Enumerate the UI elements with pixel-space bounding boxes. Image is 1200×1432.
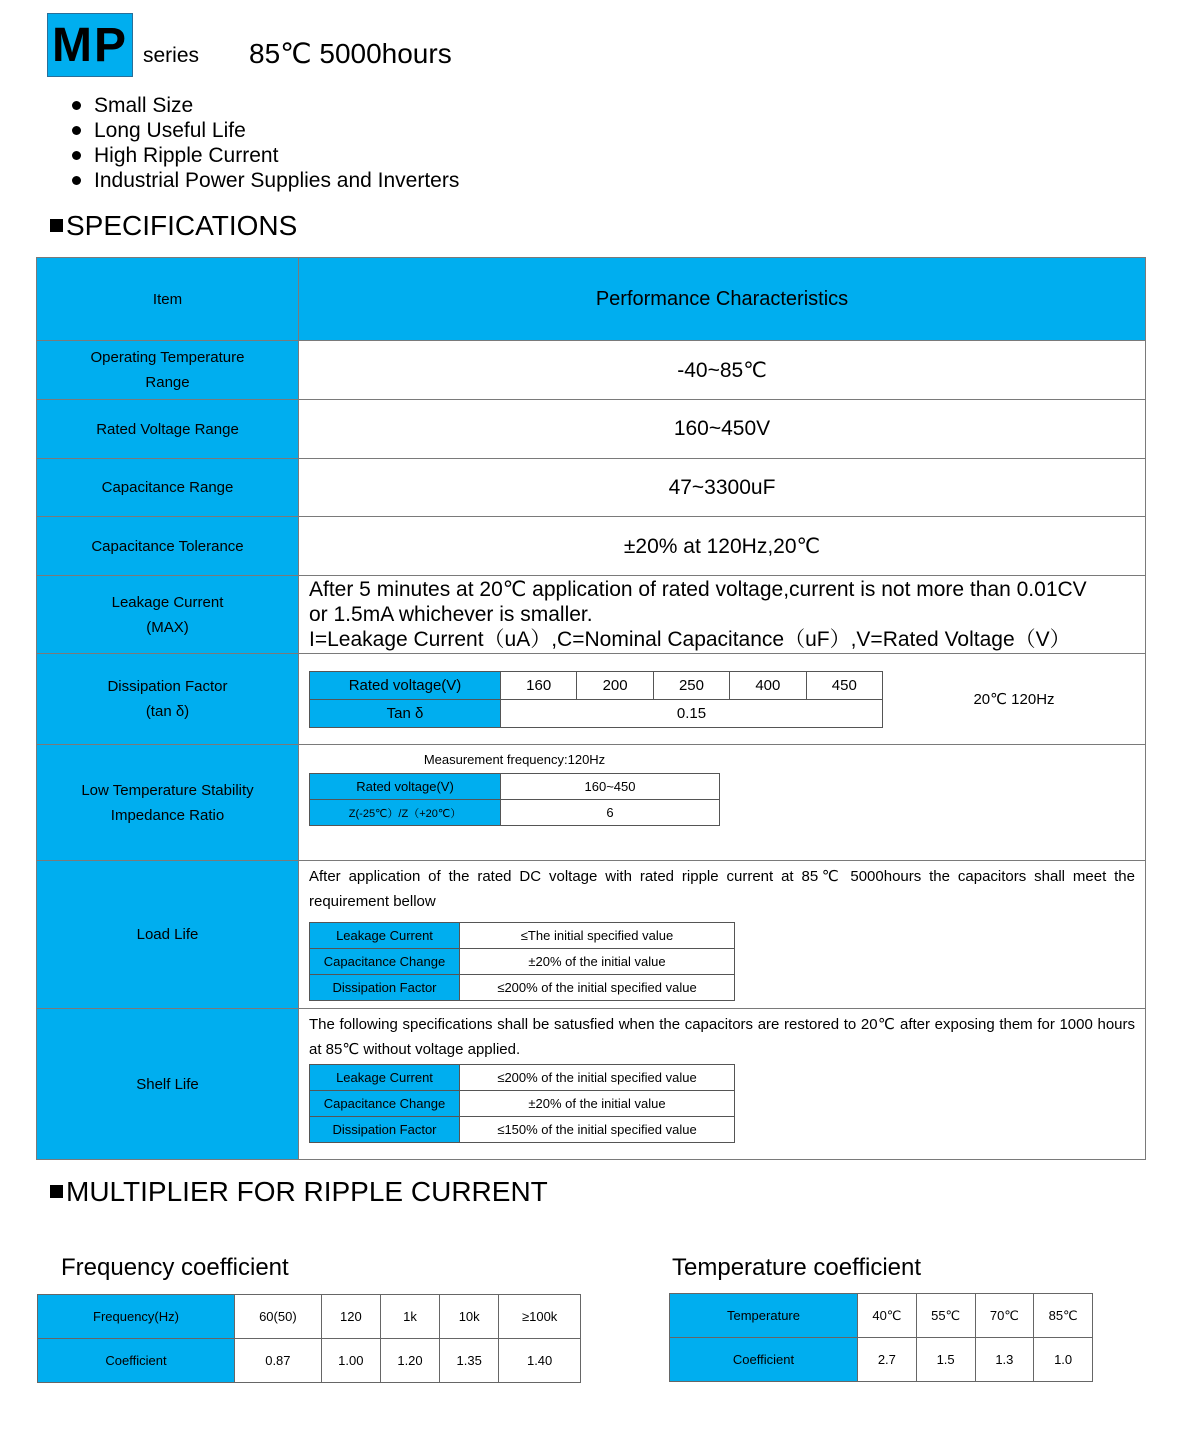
dissipation-table (309, 671, 883, 728)
table-row: Frequency(Hz) 60(50) 120 1k 10k ≥100k (38, 1295, 581, 1339)
low-temp-stability-label: Low Temperature Stability Impedance Ratio (37, 745, 299, 861)
load-life-label: Load Life (37, 861, 299, 1009)
table-row (37, 400, 1146, 459)
square-bullet-icon (50, 1185, 63, 1198)
bullet-icon (72, 176, 81, 185)
table-row: Capacitance Change ±20% of the initial value (310, 1091, 735, 1117)
table-row: Leakage Current ≤200% of the initial specified value (310, 1065, 735, 1091)
capacitance-tolerance-label: Capacitance Tolerance (37, 517, 299, 576)
shelf-life-label: Shelf Life (37, 1009, 299, 1160)
rated-voltage-value: 160~450V (299, 400, 1146, 459)
bullet-icon (72, 126, 81, 135)
shelf-life-value: The following specifications shall be satusfied when the capacitors are restored to 20℃ after exposing them for 1000 hours at 85℃ without voltage applied. Leakage Current ≤200% of the initial specified value Capacitance Change ±20% of the initial value Dissipation Factor ≤150% of the initial specified value (299, 1009, 1146, 1160)
operating-temp-label: Operating Temperature Range (37, 341, 299, 400)
load-life-value: After application of the rated DC voltage with rated ripple current at 85℃ 5000hours the capacitors shall meet the requirement bellow Leakage Current ≤The initial specified value Capacitance Change ±20% of the initial value Dissipation Factor ≤200% of the initial specified value (299, 861, 1146, 1009)
table-row: Capacitance Change ±20% of the initial value (310, 949, 735, 975)
table-row (37, 341, 1146, 400)
table-row (37, 258, 1146, 341)
series-title: 85℃ 5000hours (249, 38, 452, 69)
table-row (37, 576, 1146, 654)
capacitance-range-value: 47~3300uF (299, 459, 1146, 517)
item-header: Item (37, 258, 299, 341)
table-row: Rated voltage(V) 160 200 250 400 450 (310, 671, 883, 699)
capacitance-range-label: Capacitance Range (37, 459, 299, 517)
low-temp-stability-value: Measurement frequency:120Hz Rated voltage(V) 160~450 Z(-25℃）/Z（+20℃） 6 (299, 745, 1146, 861)
table-row (37, 745, 1146, 861)
shelf-life-table (309, 1064, 735, 1143)
table-row (37, 861, 1146, 1009)
table-row: Rated voltage(V) 160~450 (310, 774, 720, 800)
operating-temp-value: -40~85℃ (299, 341, 1146, 400)
temperature-table (669, 1293, 1093, 1382)
performance-header: Performance Characteristics (299, 258, 1146, 341)
feature-list (70, 93, 459, 193)
table-row: Tan δ 0.15 (310, 699, 883, 727)
bullet-icon (72, 151, 81, 160)
rated-voltage-label: Rated Voltage Range (37, 400, 299, 459)
feature-item: Long Useful Life (70, 118, 459, 143)
square-bullet-icon (50, 219, 63, 232)
table-row: Z(-25℃）/Z（+20℃） 6 (310, 800, 720, 826)
temperature-coefficient-title: Temperature coefficient (672, 1254, 922, 1281)
table-row: Coefficient 0.87 1.00 1.20 1.35 1.40 (38, 1339, 581, 1383)
impedance-table (309, 773, 720, 826)
dissipation-factor-label: Dissipation Factor (tan δ) (37, 654, 299, 745)
dissipation-factor-value (299, 654, 1146, 745)
spec-table (36, 257, 1146, 1160)
series-label: series (143, 44, 200, 67)
table-row (37, 517, 1146, 576)
table-row (37, 1009, 1146, 1160)
table-row (37, 459, 1146, 517)
feature-item: Small Size (70, 93, 459, 118)
table-row: Leakage Current ≤The initial specified value (310, 923, 735, 949)
series-logo: MP (47, 13, 133, 77)
leakage-current-label: Leakage Current (MAX) (37, 576, 299, 654)
leakage-current-value: After 5 minutes at 20℃ application of rated voltage,current is not more than 0.01CV or 1.5mA whichever is smaller. I=Leakage Current（uA）,C=Nominal Capacitance（uF）,V=Rated Voltage（V） (299, 576, 1146, 654)
ripple-heading: MULTIPLIER FOR RIPPLE CURRENT (50, 1176, 548, 1208)
frequency-coefficient-title: Frequency coefficient (61, 1254, 289, 1281)
dissipation-note: 20℃ 120Hz (973, 691, 1055, 708)
table-row: Coefficient 2.7 1.5 1.3 1.0 (670, 1338, 1093, 1382)
feature-item: Industrial Power Supplies and Inverters (70, 168, 459, 193)
load-life-table (309, 922, 735, 1001)
bullet-icon (72, 101, 81, 110)
frequency-table (37, 1294, 581, 1383)
table-row: Dissipation Factor ≤150% of the initial specified value (310, 1117, 735, 1143)
feature-item: High Ripple Current (70, 143, 459, 168)
capacitance-tolerance-value: ±20% at 120Hz,20℃ (299, 517, 1146, 576)
specifications-heading: SPECIFICATIONS (50, 210, 297, 242)
table-row: Temperature 40℃ 55℃ 70℃ 85℃ (670, 1294, 1093, 1338)
table-row: Dissipation Factor ≤200% of the initial specified value (310, 975, 735, 1001)
table-row (37, 654, 1146, 745)
